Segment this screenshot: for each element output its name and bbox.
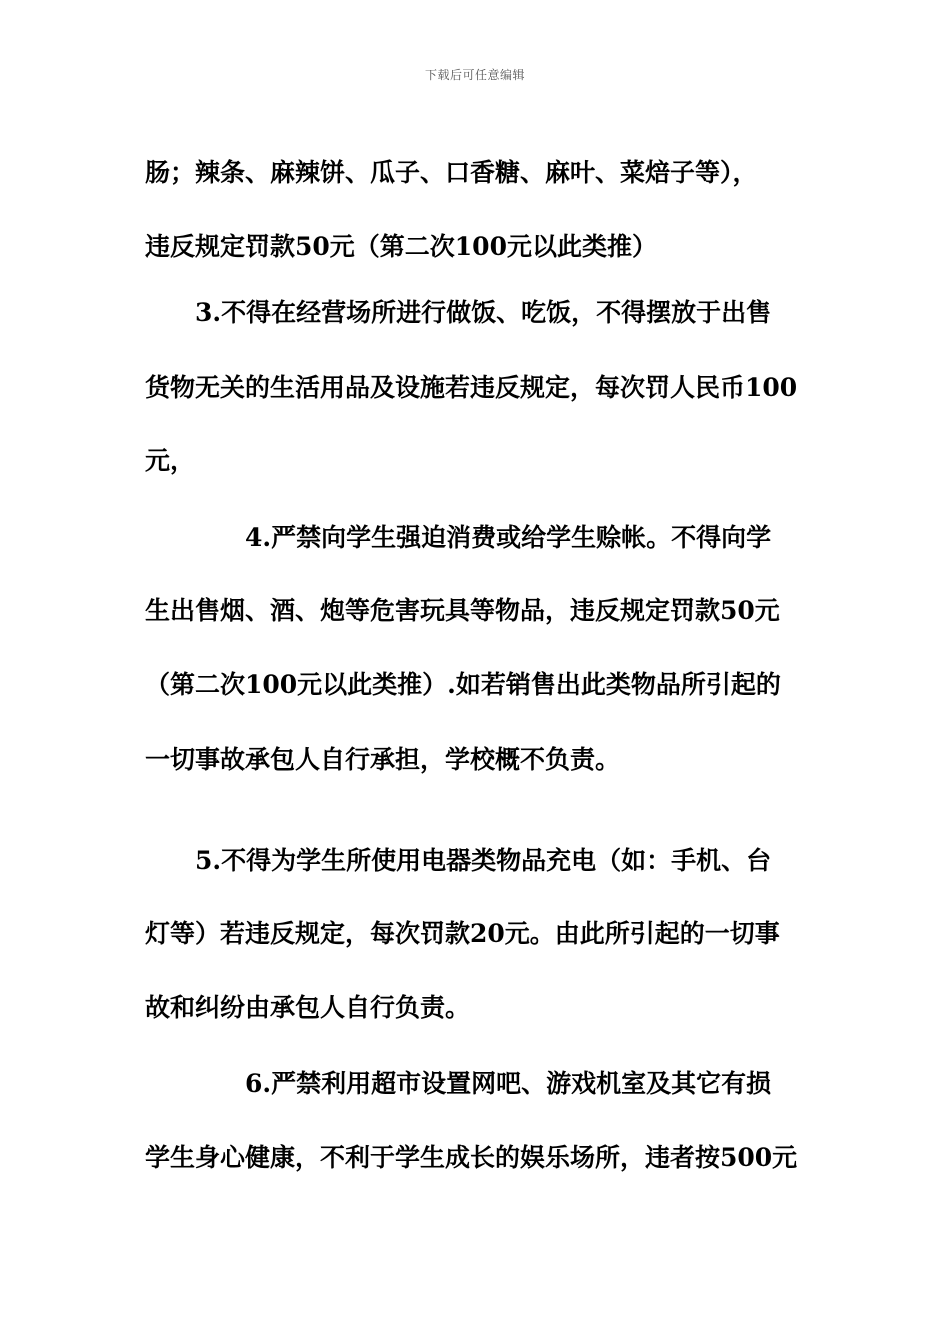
text-line: 肠；辣条、麻辣饼、瓜子、口香糖、麻叶、菜焙子等）， <box>145 158 758 187</box>
text-line: 3.不得在经营场所进行做饭、吃饭，不得摆放于出售 <box>195 298 772 327</box>
text-line: （第二次100元以此类推）.如若销售出此类物品所引起的 <box>145 670 781 699</box>
text-line: 5.不得为学生所使用电器类物品充电（如：手机、台 <box>195 846 772 875</box>
text-line: 故和纠纷由承包人自行负责。 <box>145 993 471 1022</box>
text-line: 违反规定罚款50元（第二次100元以此类推） <box>145 232 657 261</box>
text-line: 6.严禁利用超市设置网吧、游戏机室及其它有损 <box>245 1069 772 1098</box>
text-line: 一切事故承包人自行承担，学校概不负责。 <box>145 745 621 774</box>
text-line: 4.严禁向学生强迫消费或给学生赊帐。不得向学 <box>245 523 772 552</box>
text-line: 学生身心健康，不利于学生成长的娱乐场所，违者按500元 <box>145 1143 798 1172</box>
page-header: 下载后可任意编辑 <box>424 68 525 82</box>
text-line: 货物无关的生活用品及设施若违反规定，每次罚人民币100 <box>145 373 798 402</box>
text-line: 元， <box>145 446 196 475</box>
text-line: 灯等）若违反规定，每次罚款20元。由此所引起的一切事 <box>145 919 780 948</box>
text-line: 生出售烟、酒、炮等危害玩具等物品，违反规定罚款50元 <box>145 596 780 625</box>
